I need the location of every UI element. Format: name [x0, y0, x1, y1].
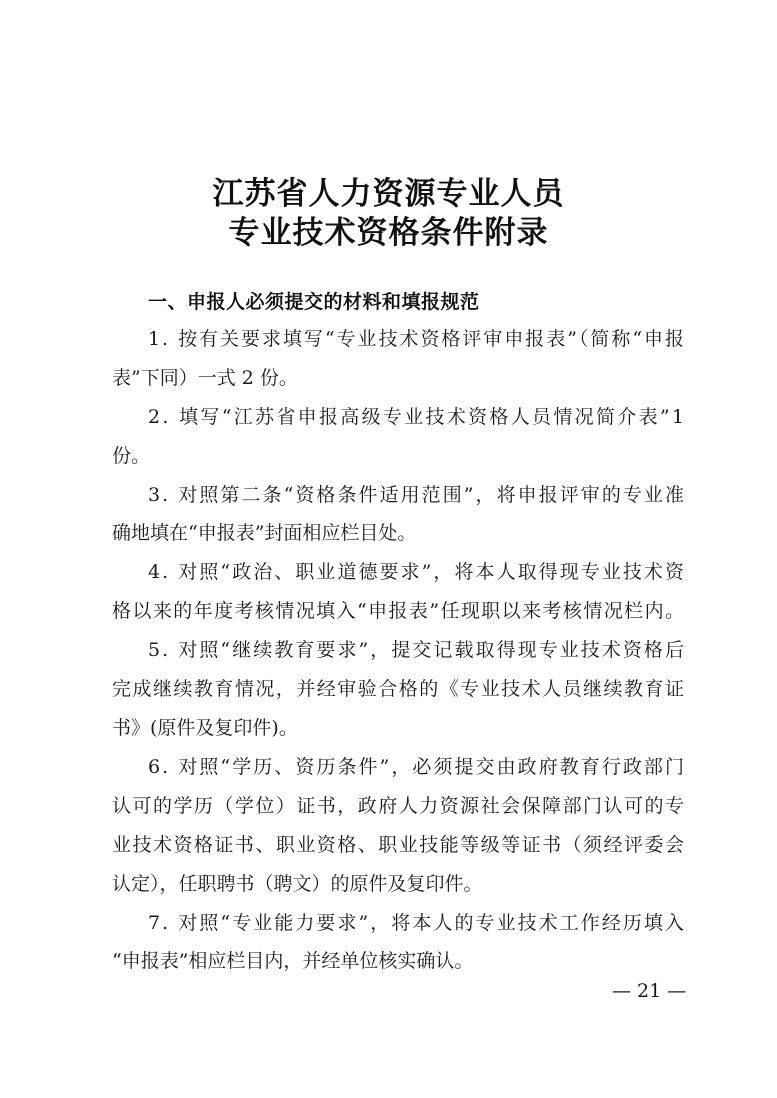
- document-title-line-1: 江苏省人力资源专业人员: [212, 176, 565, 212]
- paragraph-line: 7. 对照“专业能力要求”，将本人的专业技术工作经历填入: [148, 912, 687, 934]
- paragraph-line: 完成继续教育情况，并经审验合格的《专业技术人员继续教育证: [112, 678, 686, 700]
- paragraph-line: 4. 对照“政治、职业道德要求”，将本人取得现专业技术资: [148, 561, 687, 583]
- paragraph-line: 认可的学历（学位）证书，政府人力资源社会保障部门认可的专: [112, 795, 686, 817]
- document-title-line-2: 专业技术资格条件附录: [228, 215, 549, 251]
- paragraph-line: 1. 按有关要求填写“专业技术资格评审申报表”（简称“申报: [148, 328, 686, 350]
- paragraph-line: 格以来的年度考核情况填入“申报表”任现职以来考核情况栏内。: [112, 600, 686, 622]
- paragraph-line: 认定），任职聘书（聘文）的原件及复印件。: [112, 873, 483, 895]
- paragraph-line: 书》(原件及复印件)。: [112, 717, 298, 739]
- paragraph-line: 5. 对照“继续教育要求”，提交记载取得现专业技术资格后: [148, 639, 687, 661]
- paragraph-line: 表”下同）一式 2 份。: [112, 367, 298, 389]
- section-heading: 一、申报人必须提交的材料和填报规范: [148, 291, 480, 313]
- paragraph-line: 2. 填写“江苏省申报高级专业技术资格人员情况简介表”1: [148, 406, 687, 428]
- paragraph-line: 确地填在“申报表”封面相应栏目处。: [112, 522, 417, 544]
- paragraph-line: 6. 对照“学历、资历条件”，必须提交由政府教育行政部门: [148, 756, 687, 778]
- paragraph-line: 3. 对照第二条“资格条件适用范围”，将申报评审的专业准: [148, 484, 687, 506]
- page-number: — 21 —: [612, 980, 687, 1002]
- paragraph-line: 份。: [112, 445, 151, 467]
- paragraph-line: “申报表”相应栏目内，并经单位核实确认。: [112, 950, 474, 972]
- paragraph-line: 业技术资格证书、职业资格、职业技能等级等证书（须经评委会: [112, 834, 686, 856]
